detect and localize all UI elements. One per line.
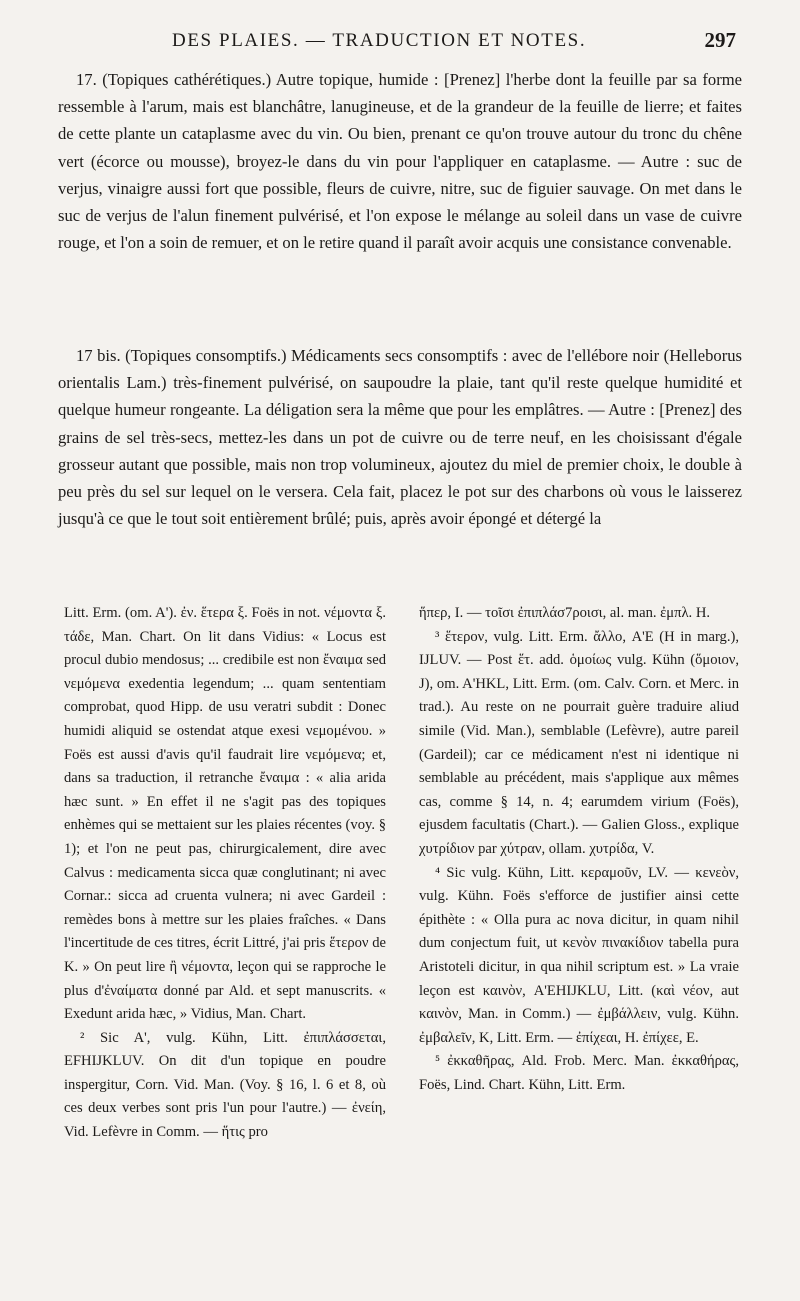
paragraph-text: 17 bis. (Topiques consomptifs.) Médicaments secs consomptifs : avec de l'ellébore noir (Helleborus orientalis Lam.) très-finement pulvérisé, on saupoudre la plaie, tant qu'il reste quelque humidité et quelque humeur rongeante. La déligation sera la même que pour les emplâtres. — Autre : [Prenez] des grains de sel très-secs, mettez-les dans un pot de cuivre ou de terre neuf, en les choisissant d'égale grosseur autant que possible, mais non trop volumineux, ajoutez du miel de premier choix, le double à peu près du sel sur lequel on le versera. Cela fait, placez le pot sur des charbons où vous le laisserez jusqu'à ce que le tout soit entièrement brûlé; puis, après avoir épongé et détergé la [58,346,742,529]
footnotes-left-column [64,602,386,1145]
footnote-5: ⁵ ἐκκαθῆρας, Ald. Frob. Merc. Man. ἐκκαθήρας, Foës, Lind. Chart. Kühn, Litt. Erm. [419,1053,739,1093]
footnotes-right-column [419,602,739,1097]
footnote-continued: ἥπερ, I. — τοῖσι ἐπιπλάσ7ροισι, al. man. ἐμπλ. H. [419,605,711,621]
running-title: DES PLAIES. — TRADUCTION ET NOTES. [172,30,587,51]
page-number: 297 [704,28,736,52]
footnote-4: ⁴ Sic vulg. Kühn, Litt. κεραμοῦν, LV. — κενεὸν, vulg. Kühn. Foës s'efforce de justifier ainsi cette épithète : « Olla pura ac nova dicitur, in quam nihil dum conjectum fuit, ut κενὸν πινακίδιον tabella pura Aristoteli dicitur, in qua nihil scriptum est. » La vraie leçon est καινὸν, A'EHIJKLU, Litt. (καὶ νέον, aut καινὸν, Man. in Comm.) — ἐμβάλλειν, vulg. Kühn. ἐμβαλεῖν, K, Litt. Erm. — ἐπίχεαι, H. ἐπίχεε, E. [419,864,739,1046]
main-paragraph-17 [58,66,742,256]
paragraph-text: 17. (Topiques cathérétiques.) Autre topique, humide : [Prenez] l'herbe dont la feuille par sa forme ressemble à l'arum, mais est blanchâtre, lanugineuse, et de la grandeur de la feuille de lierre; et faites de cette plante un cataplasme avec du vin. Ou bien, prenant ce qu'on trouve autour du tronc du chêne vert (écorce ou mousse), broyez-le dans du vin pour l'appliquer en cataplasme. — Autre : suc de verjus, vinaigre aussi fort que possible, fleurs de cuivre, nitre, suc de figuier sauvage. On met dans le suc de verjus de l'alun finement pulvérisé, et l'on expose le mélange au soleil dans un vase de cuivre rouge, et l'on a soin de remuer, et on le retire quand il paraît avoir acquis une consistance convenable. [58,70,742,253]
page-header [60,30,740,56]
main-paragraph-17-bis [58,342,742,532]
footnote-3: ³ ἕτερον, vulg. Litt. Erm. ἄλλο, A'E (H in marg.), IJLUV. — Post ἕτ. add. ὁμοίως vulg. Kühn (ὅμοιον, J), om. A'HKL, Litt. Erm. (om. Calv. Corn. et Merc. in trad.). Au reste on ne pourrait guère traduire aliud simile (Vid. Man.), semblable (Lefèvre), autre pareil (Gardeil); car ce médicament n'est ni identique ni semblable au précédent, mais s'applique aux mêmes cas, comme § 14, n. 4; earumdem virium (Foës), ejusdem facultatis (Chart.). — Galien Gloss., explique χυτρίδιον par χύτραν, ollam. χυτρίδα, V. [419,628,739,857]
footnote-continued: Litt. Erm. (om. A'). ἐν. ἕτερα ξ. Foës in not. νέμοντα ξ. τάδε, Man. Chart. On lit dans Vidius: « Locus est procul dubio mendosus; ... credibile est non ἔναιμα sed νεμόμενα exedentia legendum; ... quam sententiam comprobat, quod Hipp. de usu veratri subdit : Donec humidi aliquid se ostendat atque exesi νεμομένου. » Foës est aussi d'avis qu'il faudrait lire νεμόμενα; et, dans sa traduction, il retranche ἔναιμα : « alia arida hæc sunt. » En effet il ne s'agit pas des topiques enhèmes qui se mettaient sur les plaies récentes (voy. § 1); et l'on ne peut pas, chirurgicalement, dire avec Calvus : medicamenta sicca quæ conglutinant; ni avec Cornar.: sicca ad cruenta vulnera; ni avec Gardeil : remèdes bons à mettre sur les plaies fraîches. « Dans l'incertitude de ces titres, écrit Littré, j'ai pris ἕτερον de K. » On peut lire ἢ νέμοντα, leçon qui se rapproche le plus d'ἐναίματα donné par Ald. et sept manuscrits. « Exedunt arida hæc, » Vidius, Man. Chart. [64,605,386,1023]
footnote-2: ² Sic A', vulg. Kühn, Litt. ἐπιπλάσσεται, EFHIJKLUV. On dit d'un topique en poudre inspergitur, Corn. Vid. Man. (Voy. § 16, l. 6 et 8, où ces deux verbes sont pris l'un pour l'autre.) — ἐνείη, Vid. Lefèvre in Comm. — ἥτις pro [64,1029,386,1141]
notes-separator [58,568,742,569]
